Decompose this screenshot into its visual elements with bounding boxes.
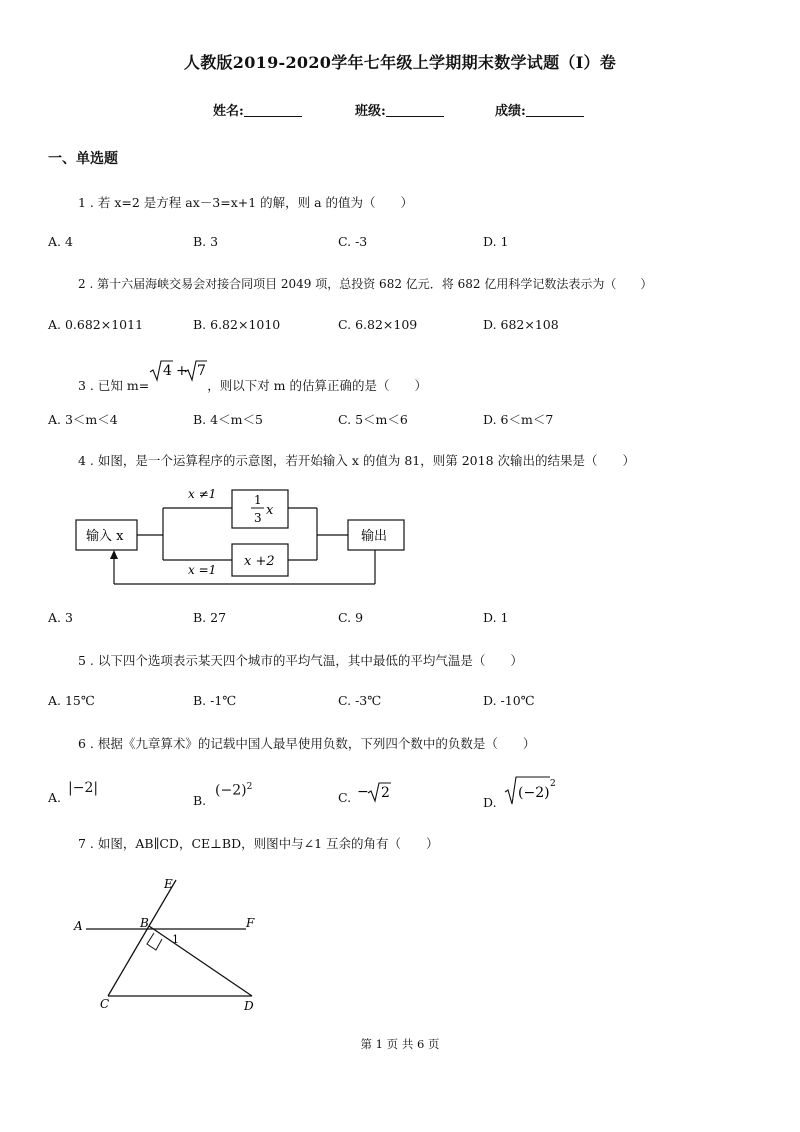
name-blank[interactable] — [244, 103, 302, 117]
q6-option-b-letter: B. — [193, 793, 207, 808]
q3-radicand-2: 7 — [197, 363, 207, 379]
q3-option-a: A. 3＜m＜4 — [48, 412, 118, 427]
question-2: 2 . 第十六届海峡交易会对接合同项目 2049 项，总投资 682 亿元．将 682 亿用科学记数法表示为（ ） — [78, 277, 653, 291]
page-title: 人教版2019-2020学年七年级上学期期末数学试题（I）卷 — [183, 53, 617, 72]
flow-cond-bottom: x =1 — [188, 563, 217, 577]
label-a: A — [74, 919, 83, 933]
q2-option-a: A. 0.682×1011 — [48, 317, 144, 332]
class-label: 班级: — [355, 104, 386, 119]
q4-option-b: B. 27 — [193, 610, 227, 625]
class-field — [355, 100, 444, 119]
q3-plus: + — [176, 363, 188, 379]
flow-top-den: 3 — [254, 511, 262, 525]
q6-option-c-letter: C. — [338, 790, 352, 805]
section-heading: 一、单选题 — [48, 151, 118, 167]
question-7: 7 . 如图，AB∥CD，CE⊥BD，则图中与∠1 互余的角有（ ） — [78, 836, 439, 851]
question-3 — [78, 358, 427, 393]
flow-bottom-op: x +2 — [244, 554, 275, 569]
q6-b-exponent: 2 — [246, 782, 253, 792]
q6-option-d-letter: D. — [483, 795, 497, 810]
q4-option-a: A. 3 — [48, 610, 73, 625]
flowchart-diagram — [70, 482, 415, 592]
name-field — [213, 100, 302, 119]
flow-input-label: 输入 x — [86, 529, 124, 544]
q1-option-d: D. 1 — [483, 234, 509, 249]
label-c: C — [100, 997, 110, 1011]
q1-option-c: C. -3 — [338, 234, 368, 249]
q6-d-exponent: 2 — [550, 779, 556, 789]
q6-c-minus: − — [357, 784, 369, 800]
question-4: 4 . 如图，是一个运算程序的示意图，若开始输入 x 的值为 81，则第 2018 次输出的结果是（ ） — [78, 453, 636, 468]
q6-option-b-expr — [215, 782, 252, 799]
page-footer: 第 1 页 共 6 页 — [360, 1037, 440, 1051]
q3-stem-a: 3 . 已知 m= — [78, 378, 150, 393]
flow-arrowhead — [110, 550, 118, 559]
q2-option-b: B. 6.82×1010 — [193, 317, 281, 332]
q2-option-d: D. 682×108 — [483, 317, 559, 332]
q6-c-radicand: 2 — [381, 785, 390, 801]
geometry-figure — [70, 872, 270, 1014]
q6-option-c-expr — [357, 780, 397, 804]
question-1: 1 . 若 x=2 是方程 ax－3=x+1 的解，则 a 的值为（ ） — [78, 195, 414, 210]
label-b: B — [140, 916, 149, 930]
name-label: 姓名: — [213, 104, 244, 119]
class-blank[interactable] — [386, 103, 444, 117]
q5-option-b: B. -1℃ — [193, 693, 237, 708]
q3-option-c: C. 5＜m＜6 — [338, 412, 408, 427]
q6-option-a-letter: A. — [48, 790, 62, 805]
q2-option-c: C. 6.82×109 — [338, 317, 418, 332]
q3-radicand-1: 4 — [163, 363, 173, 379]
q6-option-d-expr — [504, 774, 560, 806]
flow-output-label: 输出 — [361, 529, 388, 544]
flow-top-num: 1 — [254, 493, 262, 507]
q3-sqrt-expression — [149, 358, 207, 384]
q3-option-b: B. 4＜m＜5 — [193, 412, 263, 427]
label-angle-1: 1 — [172, 933, 179, 946]
q3-option-d: D. 6＜m＜7 — [483, 412, 554, 427]
flow-cond-top: x ≠1 — [188, 487, 217, 501]
q1-option-b: B. 3 — [193, 234, 219, 249]
label-d: D — [244, 999, 254, 1013]
question-5: 5 . 以下四个选项表示某天四个城市的平均气温，其中最低的平均气温是（ ） — [78, 653, 523, 668]
q6-d-radicand: (−2) — [518, 785, 550, 801]
right-angle-mark — [147, 933, 162, 950]
q5-option-c: C. -3℃ — [338, 693, 382, 708]
q3-stem-b: ，则以下对 m 的估算正确的是（ ） — [207, 378, 427, 393]
score-blank[interactable] — [526, 103, 584, 117]
q6-option-a-expr: |−2| — [68, 780, 99, 796]
q5-option-d: D. -10℃ — [483, 693, 535, 708]
question-6: 6 . 根据《九章算术》的记载中国人最早使用负数，下列四个数中的负数是（ ） — [78, 736, 536, 751]
label-f: F — [246, 916, 255, 930]
flow-top-var: x — [266, 503, 274, 518]
q5-option-a: A. 15℃ — [48, 693, 95, 708]
q6-b-base: (−2) — [215, 782, 247, 799]
line-bd — [149, 926, 252, 996]
score-field — [495, 100, 584, 119]
q4-option-c: C. 9 — [338, 610, 364, 625]
score-label: 成绩: — [495, 104, 526, 119]
label-e: E — [164, 877, 173, 891]
q1-option-a: A. 4 — [48, 234, 73, 249]
q4-option-d: D. 1 — [483, 610, 509, 625]
